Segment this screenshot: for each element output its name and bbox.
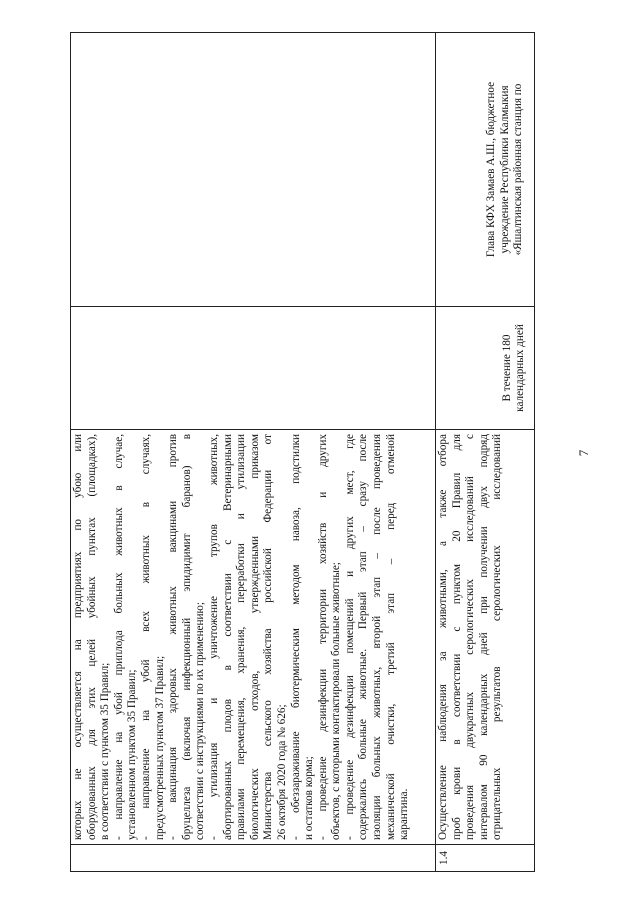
row-number-cell: 1.4	[436, 845, 535, 872]
text-line: правилами перемещения, хранения, переработки и утилизации	[235, 434, 248, 840]
text-line: установленном пунктом 35 Правил;	[126, 669, 139, 840]
text-line: в соответствии с пунктом 35 Правил;	[99, 662, 112, 840]
table-row	[71, 33, 436, 872]
term-line: В течение 180	[500, 334, 513, 402]
responsible-cell	[436, 33, 535, 307]
responsible-line: учреждение Республики Калмыкия	[498, 85, 511, 254]
text-line: проведения двукратных серологических исследований с	[464, 434, 477, 840]
measures-text-cell	[436, 430, 535, 845]
text-line: соответствии с инструкциями по их применению;	[194, 602, 207, 840]
text-line: - направление на убой всех животных в случаях,	[139, 434, 152, 840]
responsible-cell	[71, 33, 436, 307]
text-line: бруцеллеза (включая инфекционный эпидидимит баранов) в	[180, 434, 193, 840]
page-number: 7	[576, 449, 591, 457]
text-line: 26 октября 2020 года № 626;	[275, 704, 288, 840]
text-line: интервалом 90 календарных дней при получении двух подряд	[477, 434, 490, 840]
text-line: - утилизация и уничтожение трупов животных,	[207, 434, 220, 840]
text-line: и остатков корма;	[303, 756, 316, 840]
text-line: - направление на убой приплода больных животных в случае,	[112, 434, 125, 840]
text-line: - вакцинация здоровых животных вакцинами против	[167, 434, 180, 840]
row-number-cell	[71, 845, 436, 872]
rotated-table-wrapper	[70, 32, 527, 872]
measures-table	[70, 32, 535, 872]
term-cell	[436, 307, 535, 430]
text-line: Осуществление наблюдения за животными, а также отбора	[437, 434, 449, 840]
responsible-line: «Яшалтинская районная станция по	[512, 83, 525, 256]
text-line: предусмотренных пунктом 37 Правил;	[153, 655, 166, 840]
text-line: абортированных плодов в соответствии с Ветеринарными	[221, 434, 234, 840]
text-line: механической очистки, третий этап – перед отменой	[384, 434, 397, 840]
text-line: содержались больные животные. Первый этап – сразу после	[357, 434, 370, 840]
term-cell	[71, 307, 436, 430]
table-row	[436, 33, 535, 872]
measures-text-cell	[71, 430, 436, 845]
text-line: отрицательных результатов серологических исследований	[491, 434, 504, 840]
text-line: - проведение дезинфекции помещений и других мест, где	[343, 434, 356, 840]
text-line: проб крови в соответствии с пунктом 20 Правил для	[450, 434, 463, 840]
term-line: календарных дней	[514, 324, 527, 412]
text-line: биологических отходов, утвержденными приказом	[248, 434, 261, 840]
text-line: Министерства сельского хозяйства российской Федерации от	[262, 434, 275, 840]
text-line: - обеззараживание биотермическим методом навоза, подстилки	[289, 434, 302, 840]
text-line: которых не осуществляется на предприятиях по убою или	[72, 434, 84, 840]
text-line: оборудованных для этих целей убойных пунктах (площадках),	[85, 434, 98, 840]
text-line: - проведение дезинфекции территории хозяйств и других	[316, 434, 329, 840]
text-line: карантина.	[398, 788, 411, 840]
text-line: объектов, с которыми контактировали больные животные;	[330, 562, 343, 840]
responsible-line: Глава КФХ Замаев А.Ш., бюджетное	[485, 81, 498, 258]
text-line: изоляции больных животных, второй этап – после проведения	[371, 434, 384, 840]
